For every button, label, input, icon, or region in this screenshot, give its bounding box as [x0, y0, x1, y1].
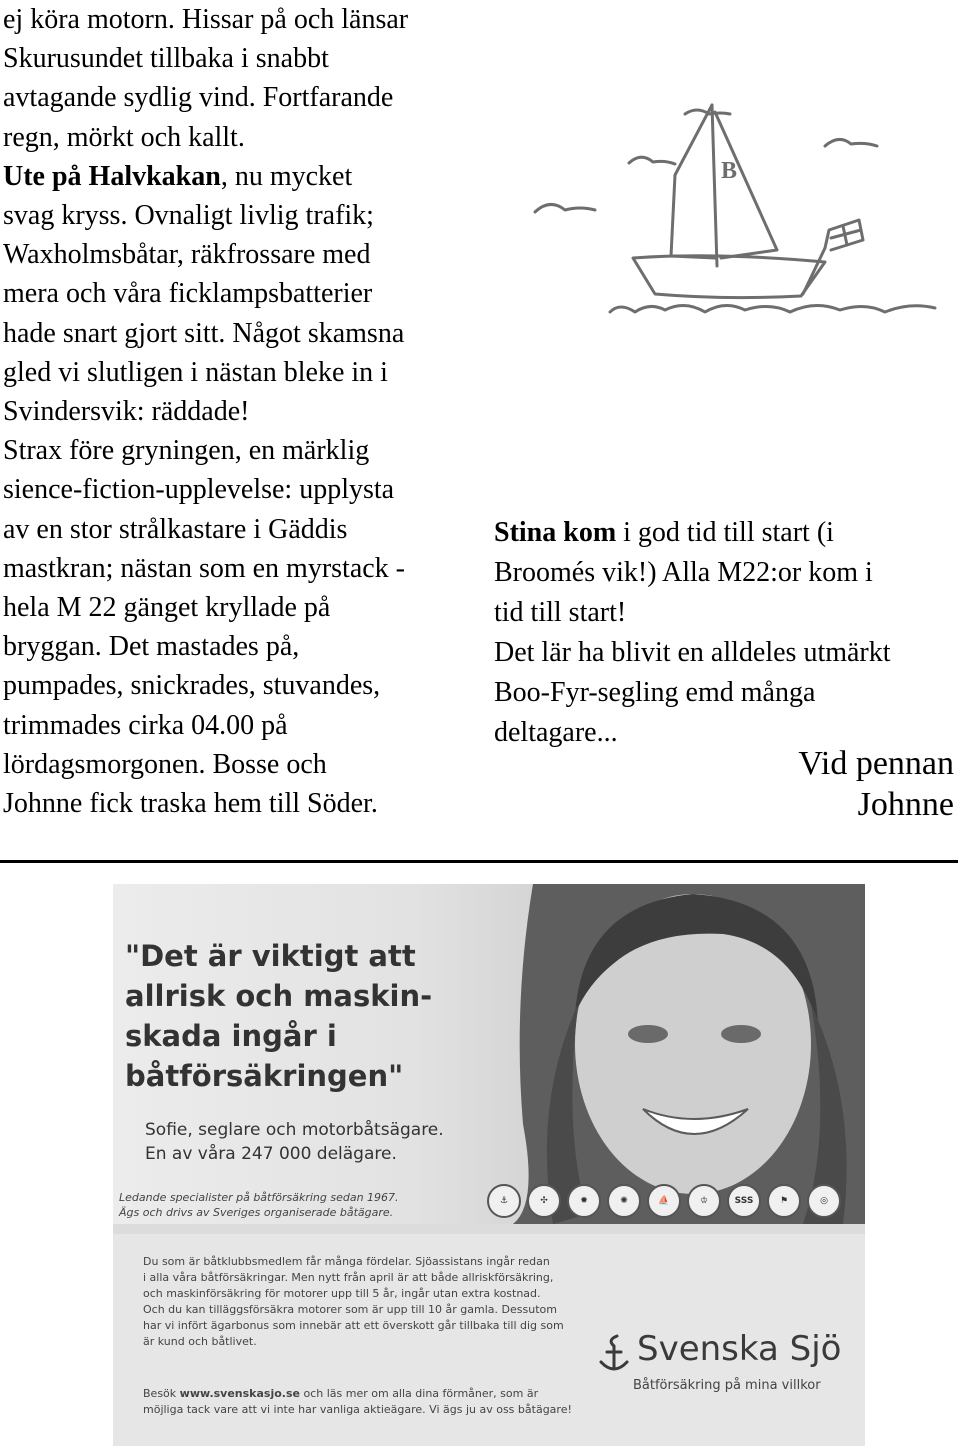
- ad-byline: [145, 1118, 444, 1166]
- specialist-line: Ägs och drivs av Sveriges organiserade båtägare.: [119, 1206, 394, 1219]
- article-line: av en stor strålkastare i Gäddis: [3, 513, 348, 545]
- sss-badge-icon: SSS: [727, 1184, 761, 1218]
- website-url: www.svenskasjo.se: [179, 1387, 300, 1400]
- svenska-sjo-logo-text: Svenska Sjö: [637, 1329, 842, 1369]
- body-line: är kund och båtlivet.: [143, 1335, 257, 1348]
- sailboat-drawing: [525, 80, 955, 350]
- body-line: och maskinförsäkring för motorer upp till 5 år, ingår utan extra kostnad.: [143, 1287, 541, 1300]
- article-line: Johnne fick traska hem till Söder.: [3, 788, 378, 820]
- waves: [610, 305, 935, 312]
- ad-visit-text: [143, 1386, 573, 1418]
- article-text: i god tid till start (i: [616, 517, 834, 548]
- section-divider: [0, 860, 958, 863]
- quote-line: skada ingår i: [125, 1019, 337, 1053]
- article-line: mastkran; nästan som en myrstack -: [3, 552, 406, 584]
- article-line: avtagande sydlig vind. Fortfarande: [3, 82, 394, 114]
- crown-badge-icon: ♔: [687, 1184, 721, 1218]
- quote-line: "Det är viktigt att: [125, 939, 416, 973]
- article-line: regn, mörkt och kallt.: [3, 121, 245, 153]
- article-line: Skurusundet tillbaka i snabbt: [3, 43, 329, 75]
- article-line: trimmades cirka 04.00 på: [3, 709, 288, 741]
- article-line-stina: [494, 513, 960, 553]
- woman-portrait-photo: [493, 884, 865, 1224]
- svenska-sjo-anchor-icon: [597, 1332, 631, 1376]
- article-line: tid till start!: [494, 597, 627, 628]
- sail-letter: B: [721, 158, 738, 184]
- article-line: svag kryss. Ovnaligt livlig trafik;: [3, 200, 374, 232]
- article-line: hade snart gjort sitt. Något skamsna: [3, 317, 405, 349]
- visit-line: [143, 1386, 573, 1402]
- byline-line: Sofie, seglare och motorbåtsägare.: [145, 1120, 444, 1140]
- ad-quote: [125, 936, 445, 1096]
- article-line: Svindersvik: räddade!: [3, 396, 250, 428]
- flag-badge-icon: ⚑: [767, 1184, 801, 1218]
- bird-icon: [629, 157, 675, 164]
- bird-icon: [825, 139, 877, 146]
- article-line: mera och våra ficklampsbatterier: [3, 278, 373, 310]
- left-article-column: [3, 0, 473, 823]
- article-line: bryggan. Det mastades på,: [3, 631, 300, 663]
- article-line: Boo-Fyr-segling emd många: [494, 677, 816, 708]
- body-line: har vi infört ägarbonus som innebär att ett överskott går tillbaka till dig som: [143, 1319, 564, 1332]
- bird-icon: [535, 204, 595, 212]
- brand-tagline: Båtförsäkring på mina villkor: [633, 1378, 821, 1393]
- article-line: Strax före gryningen, en märklig: [3, 435, 370, 467]
- right-article-column: [494, 513, 960, 753]
- quote-line: allrisk och maskin-: [125, 979, 433, 1013]
- article-line: deltagare...: [494, 717, 618, 748]
- visit-line: möjliga tack vare att vi inte har vanliga aktieägare. Vi ägs ju av oss båtägare!: [143, 1403, 572, 1416]
- bold-phrase: Ute på Halvkakan: [3, 160, 221, 192]
- lifebuoy-badge-icon: ◎: [807, 1184, 841, 1218]
- visit-text: och läs mer om alla dina förmåner, som är: [299, 1387, 539, 1400]
- ad-specialist-text: [119, 1190, 399, 1220]
- body-line: Du som är båtklubbsmedlem får många fördelar. Sjöassistans ingår redan: [143, 1255, 550, 1268]
- body-line: i alla våra båtförsäkringar. Men nytt från april är att både allriskförsäkring,: [143, 1271, 554, 1284]
- article-line: pumpades, snickrades, stuvandes,: [3, 670, 381, 702]
- insurance-advertisement: [113, 884, 865, 1446]
- article-text: , nu mycket: [220, 160, 353, 192]
- article-line: Det lär ha blivit en alldeles utmärkt: [494, 637, 891, 668]
- wheel-badge-icon: ✺: [607, 1184, 641, 1218]
- star-badge-icon: ✹: [567, 1184, 601, 1218]
- flagpole: [803, 248, 825, 294]
- visit-text: Besök: [143, 1387, 180, 1400]
- sail: [671, 105, 715, 258]
- signature-line-1: Vid pennan: [798, 745, 954, 782]
- bold-phrase: Stina kom: [494, 517, 617, 548]
- boat-badge-icon: ⛵: [647, 1184, 681, 1218]
- byline-line: En av våra 247 000 delägare.: [145, 1144, 397, 1164]
- article-line: ej köra motorn. Hissar på och länsar: [3, 4, 409, 35]
- hull: [633, 256, 825, 298]
- ad-body-text: [143, 1254, 573, 1350]
- compass-badge-icon: ✣: [527, 1184, 561, 1218]
- article-line: hela M 22 gänget kryllade på: [3, 592, 331, 624]
- signature-line-2: Johnne: [857, 786, 954, 823]
- article-line: Waxholmsbåtar, räkfrossare med: [3, 239, 371, 271]
- specialist-line: Ledande specialister på båtförsäkring sedan 1967.: [119, 1191, 399, 1204]
- body-line: Och du kan tilläggsförsäkra motorer som är upp till 10 år gamla. Dessutom: [143, 1303, 557, 1316]
- article-line: gled vi slutligen i nästan bleke in i: [3, 356, 388, 388]
- anchor-badge-icon: ⚓: [487, 1184, 521, 1218]
- article-line-halvkakan: [3, 157, 473, 196]
- article-line: lördagsmorgonen. Bosse och: [3, 748, 327, 780]
- article-line: Broomés vik!) Alla M22:or kom i: [494, 557, 873, 588]
- sail-edge: [715, 112, 777, 258]
- mast: [712, 105, 717, 266]
- quote-line: båtförsäkringen": [125, 1059, 404, 1093]
- article-line: sience-fiction-upplevelse: upplysta: [3, 474, 395, 506]
